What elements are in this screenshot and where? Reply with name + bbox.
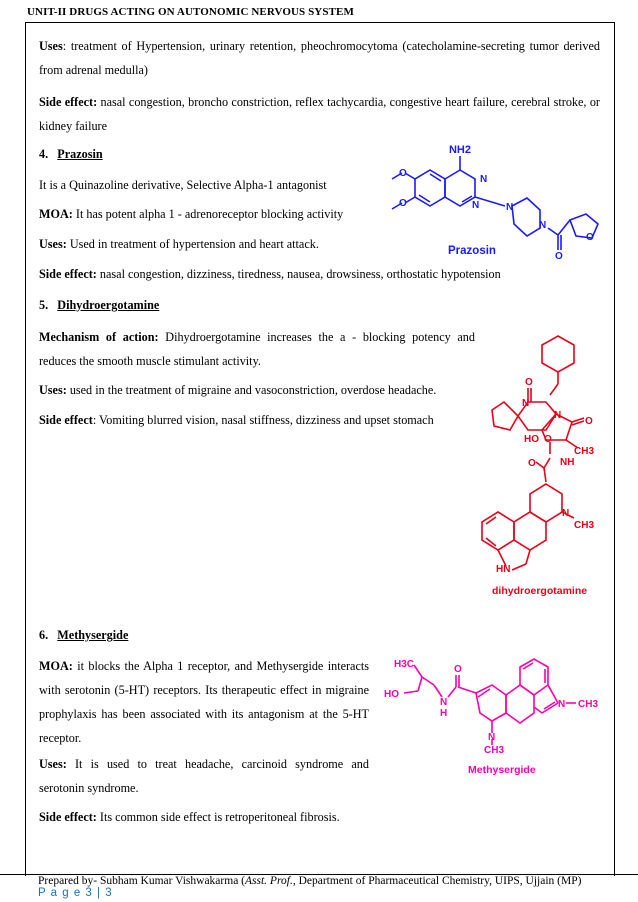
- prazosin-structure: [390, 140, 605, 260]
- indole-hn-label: HN: [496, 564, 511, 575]
- prazosin-uses: Uses: Used in treatment of hypertension and heart attack.: [39, 237, 319, 251]
- ring-n-label: N: [480, 174, 488, 185]
- n-methyl-label: CH3: [484, 745, 505, 756]
- methysergide-caption: Methysergide: [468, 764, 536, 776]
- page-number: P a g e 3 | 3: [38, 887, 113, 899]
- ring-n-label: N: [554, 410, 562, 421]
- prazosin-caption: Prazosin: [448, 245, 496, 257]
- dihydroergotamine-structure: [470, 322, 610, 602]
- piperazine-n-label: N: [506, 202, 514, 213]
- indole-n-label: N: [558, 699, 566, 710]
- nh2-label: NH2: [448, 144, 472, 156]
- carbonyl-o-label: O: [585, 416, 593, 427]
- carbonyl-o-label: O: [555, 251, 563, 260]
- methysergide-moa: MOA: it blocks the Alpha 1 receptor, and Methysergide interacts with serotonin (5-HT) receptors. Its therapeutic effect in migraine prophylaxis has been associated with its antagonism at the 5-HT receptor.: [39, 659, 369, 745]
- section-heading-dihydroergotamine: 5. Dihydroergotamine: [39, 298, 160, 312]
- ring-n-label: N: [522, 398, 530, 409]
- methyl-label: CH3: [574, 446, 595, 457]
- methoxy-o-label: O: [399, 168, 407, 179]
- amide-nh-label: NH: [560, 457, 575, 468]
- indole-methyl-label: CH3: [578, 699, 599, 710]
- uses-paragraph: [39, 34, 600, 82]
- prazosin-description: It is a Quinazoline derivative, Selective Alpha-1 antagonist: [39, 178, 327, 192]
- section-heading-methysergide: 6. Methysergide: [39, 628, 129, 642]
- uses-text: : treatment of Hypertension, urinary retention, pheochromocytoma (catecholamine-secreting tumor derived from adrenal medulla): [39, 39, 600, 77]
- methysergide-structure: [380, 645, 605, 780]
- ho-label: HO: [384, 689, 399, 700]
- carbonyl-o-label: O: [525, 377, 533, 388]
- dhe-mechanism: Mechanism of action: Dihydroergotamine increases the a - blocking potency and reduces the smooth muscle stimulant activity.: [39, 330, 475, 368]
- carbonyl-o-label: O: [454, 664, 462, 675]
- ring-n-label: N: [488, 732, 496, 743]
- ho-label: HO: [524, 434, 539, 445]
- n-methyl-label: CH3: [574, 520, 595, 531]
- uses-label: Uses: [39, 39, 63, 53]
- ring-n-label: N: [472, 200, 480, 211]
- prazosin-moa: MOA: It has potent alpha 1 - adrenoreceptor blocking activity: [39, 207, 344, 221]
- piperazine-n-label: N: [539, 220, 547, 231]
- side-effect-label: Side effect:: [39, 95, 98, 109]
- ring-o-label: O: [544, 434, 552, 445]
- methoxy-o-label: O: [399, 198, 407, 209]
- prazosin-side-effect: Side effect: nasal congestion, dizziness, tiredness, nausea, drowsiness, orthostatic hypotension: [39, 267, 501, 281]
- amide-n-label: N: [440, 697, 448, 708]
- dhe-uses: Uses: used in the treatment of migraine and vasoconstriction, overdose headache.: [39, 383, 437, 397]
- methysergide-uses: Uses: It is used to treat headache, carcinoid syndrome and serotonin syndrome.: [39, 757, 369, 795]
- amide-h-label: H: [440, 708, 448, 719]
- section-heading-prazosin: 4. Prazosin: [39, 147, 103, 161]
- footer-credit: Prepared by- Subham Kumar Vishwakarma (Asst. Prof., Department of Pharmaceutical Chemistry, UIPS, Ujjain (MP): [38, 875, 582, 887]
- side-effect-text: nasal congestion, broncho constriction, reflex tachycardia, congestive heart failure, cerebral stroke, or kidney failure: [39, 95, 600, 133]
- methysergide-side-effect: Side effect: Its common side effect is retroperitoneal fibrosis.: [39, 810, 340, 824]
- ergoline-n-label: N: [562, 508, 570, 519]
- dihydroergotamine-caption: dihydroergotamine: [492, 585, 588, 597]
- dhe-side-effect: Side effect: Vomiting blurred vision, nasal stiffness, dizziness and upset stomach: [39, 413, 434, 427]
- amide-o-label: O: [528, 458, 536, 469]
- furan-o-label: O: [586, 232, 594, 243]
- running-header: UNIT-II DRUGS ACTING ON AUTONOMIC NERVOUS SYSTEM: [27, 6, 354, 18]
- side-effect-paragraph: [39, 90, 600, 138]
- h3c-label: H3C: [394, 659, 415, 670]
